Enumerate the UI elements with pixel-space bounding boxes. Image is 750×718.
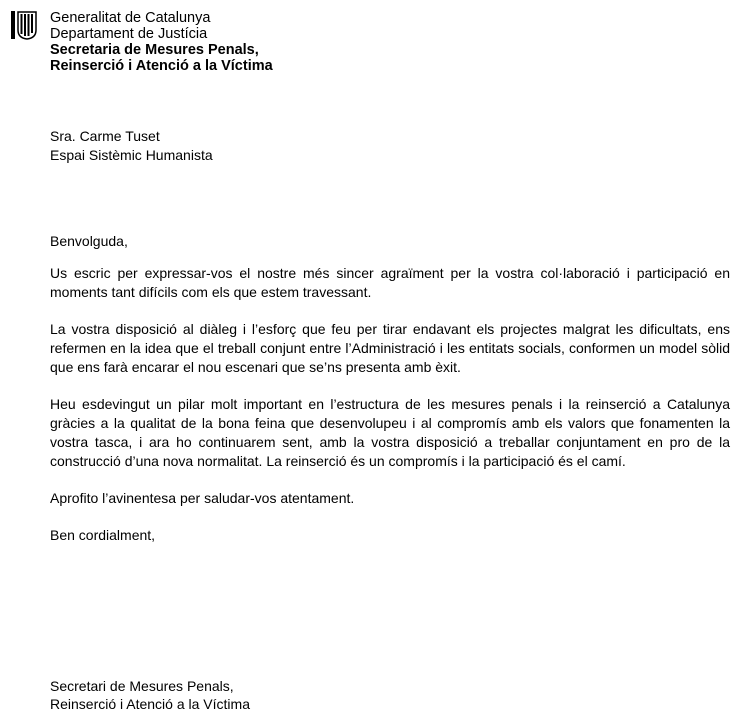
salutation: Benvolguda, — [50, 233, 128, 249]
body-paragraph-3: Heu esdevingut un pilar molt important en l’estructura de les mesures penals i la reinserció a Catalunya gràcies a la qualitat de la bona feina que desenvolupeu i al compromís amb els valors que fonamenten la vostra tasca, i ara ho continuarem sent, amb la vostra disposició a treballar conjuntament en pro de la construcció d’una nova normalitat. La reinserció és un compromís i la participació és el camí. — [50, 396, 730, 469]
letter-body — [50, 232, 730, 563]
recipient-block — [50, 127, 213, 165]
closing: Ben cordialment, — [50, 527, 156, 543]
org-name: Generalitat de Catalunya — [50, 10, 211, 26]
body-paragraph-4: Aprofito l’avinentesa per saludar-vos atentament. — [50, 490, 355, 506]
generalitat-logo-icon — [10, 10, 38, 40]
secretariat-name-line2: Reinserció i Atenció a la Víctima — [50, 58, 273, 74]
signature-line2: Reinserció i Atenció a la Víctima — [50, 695, 250, 712]
signature-block — [50, 678, 250, 713]
recipient-name: Sra. Carme Tuset — [50, 128, 160, 144]
recipient-organization: Espai Sistèmic Humanista — [50, 147, 213, 163]
body-paragraph-2: La vostra disposició al diàleg i l’esforç que feu per tirar endavant els projectes malgrat les dificultats, ens refermen en la idea que el treball conjunt entre l’Administració i les entitats socials, conformen un model sòlid que ens farà encarar el nou escenari que se’ns presenta amb èxit. — [50, 321, 730, 375]
signature-line1: Secretari de Mesures Penals, — [50, 678, 234, 694]
department-name: Departament de Justícia — [50, 26, 208, 42]
body-paragraph-1: Us escric per expressar-vos el nostre més sincer agraïment per la vostra col·laboració i participació en moments tant difícils com els que estem travessant. — [50, 265, 730, 300]
letterhead — [50, 10, 730, 74]
secretariat-name-line1: Secretaria de Mesures Penals, — [50, 42, 259, 58]
